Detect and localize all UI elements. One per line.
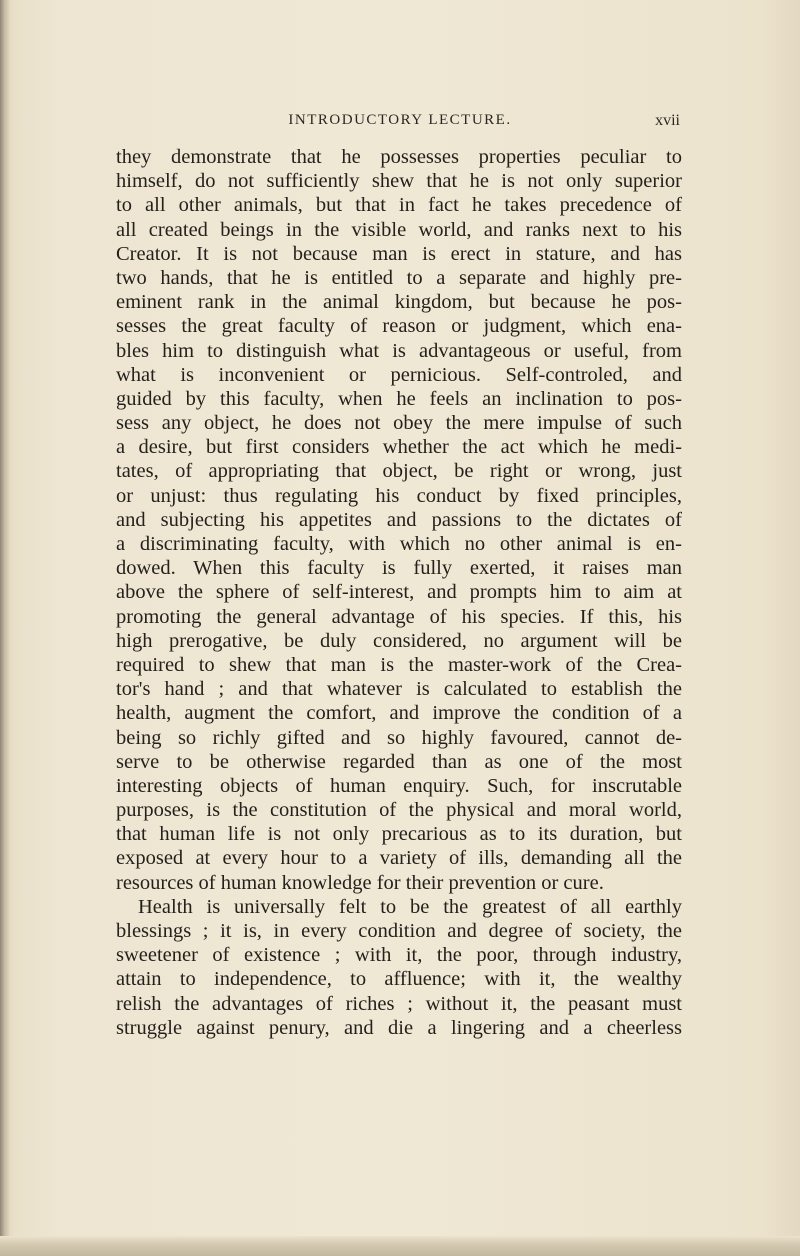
text-line: purposes, is the constitution of the physical and moral world,	[116, 799, 682, 822]
text-line: resources of human knowledge for their prevention or cure.	[116, 871, 604, 894]
text-line: Creator. It is not because man is erect in stature, and has	[116, 242, 682, 265]
text-line: struggle against penury, and die a lingering and a cheerless	[116, 1016, 682, 1039]
text-line: tates, of appropriating that object, be right or wrong, just	[116, 460, 682, 483]
text-line: attain to independence, to affluence; with it, the wealthy	[116, 968, 682, 991]
text-line: sesses the great faculty of reason or judgment, which ena-	[116, 315, 682, 338]
text-line: all created beings in the visible world, and ranks next to his	[116, 218, 682, 241]
text-line: tor's hand ; and that whatever is calculated to establish the	[116, 678, 682, 701]
text-line: and subjecting his appetites and passions to the dictates of	[116, 508, 682, 531]
text-line: promoting the general advantage of his species. If this, his	[116, 605, 682, 628]
text-line: dowed. When this faculty is fully exerted, it raises man	[116, 557, 682, 580]
text-line: above the sphere of self-interest, and prompts him to aim at	[116, 581, 682, 604]
text-line: eminent rank in the animal kingdom, but because he pos-	[116, 291, 682, 314]
text-line: high prerogative, be duly considered, no argument will be	[116, 629, 682, 652]
text-line: sweetener of existence ; with it, the poor, through industry,	[116, 944, 682, 967]
text-line: required to shew that man is the master-work of the Crea-	[116, 653, 682, 676]
page-bottom-edge	[0, 1236, 800, 1256]
text-line: or unjust: thus regulating his conduct by fixed principles,	[116, 484, 682, 507]
running-title: INTRODUCTORY LECTURE.	[288, 112, 512, 128]
paragraph-start-line: Health is universally felt to be the greatest of all earthly	[138, 895, 682, 918]
text-line: interesting objects of human enquiry. Such, for inscrutable	[116, 774, 682, 797]
text-line: blessings ; it is, in every condition and degree of society, the	[116, 920, 682, 942]
text-line: exposed at every hour to a variety of ills, demanding all the	[116, 847, 682, 870]
text-line: guided by this faculty, when he feels an inclination to pos-	[116, 387, 682, 410]
text-line: a discriminating faculty, with which no other animal is en-	[116, 533, 682, 555]
text-line: himself, do not sufficiently shew that he is not only superior	[116, 170, 682, 193]
text-line: serve to be otherwise regarded than as one of the most	[116, 750, 682, 773]
text-line: relish the advantages of riches ; without it, the peasant must	[116, 992, 682, 1015]
body-text	[116, 145, 682, 1040]
page-number: xvii	[655, 112, 680, 129]
running-head	[0, 112, 800, 134]
text-line: what is inconvenient or pernicious. Self-controled, and	[116, 363, 682, 386]
text-line: being so richly gifted and so highly favoured, cannot de-	[116, 726, 682, 749]
text-line: to all other animals, but that in fact he takes precedence of	[116, 194, 682, 217]
text-line: bles him to distinguish what is advantageous or useful, from	[116, 339, 682, 362]
spine-shadow	[0, 0, 10, 1256]
text-line: two hands, that he is entitled to a separate and highly pre-	[116, 266, 682, 289]
text-line: a desire, but first considers whether the act which he medi-	[116, 436, 682, 459]
text-line: that human life is not only precarious as to its duration, but	[116, 823, 682, 846]
text-line: sess any object, he does not obey the mere impulse of such	[116, 412, 682, 435]
text-line: they demonstrate that he possesses properties peculiar to	[116, 146, 682, 168]
text-line: health, augment the comfort, and improve the condition of a	[116, 702, 682, 725]
